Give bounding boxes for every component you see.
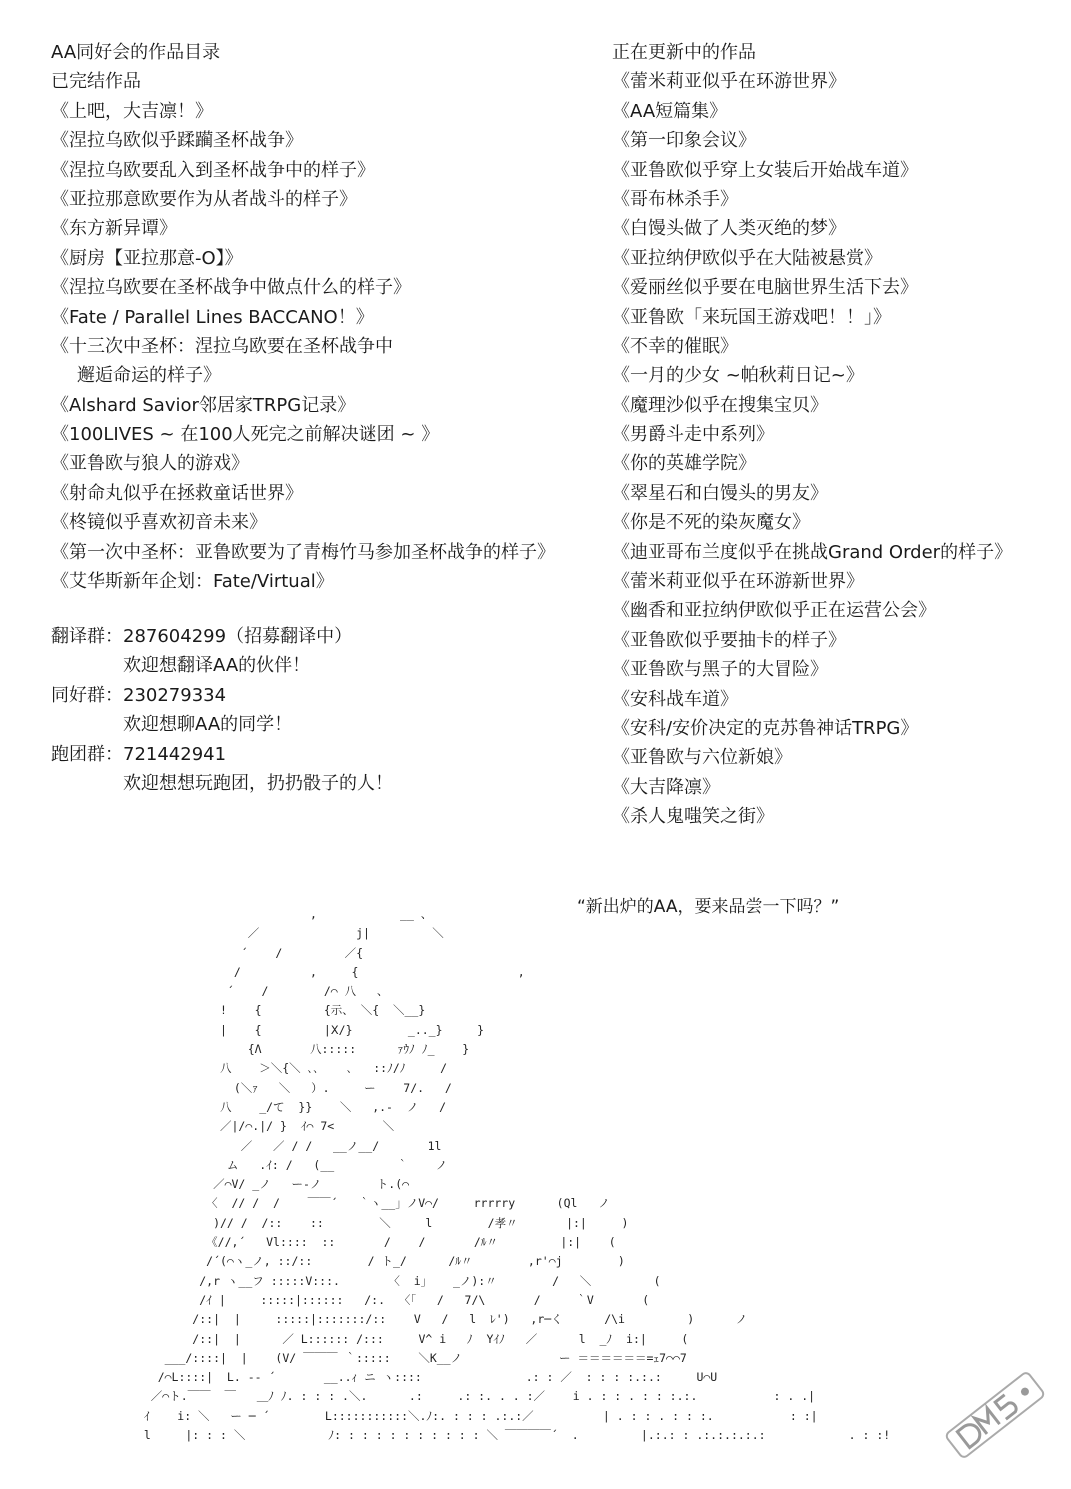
ongoing-work: 《亚拉纳伊欧似乎在大陆被悬赏》 [612, 247, 882, 269]
completed-work-continued: 邂逅命运的样子》 [77, 365, 221, 387]
completed-works-column [51, 38, 591, 596]
qq-groups [51, 622, 571, 798]
completed-work: 《上吧，大吉凛！》 [51, 100, 213, 122]
group-number: 287604299（招募翻译中） [123, 626, 353, 647]
ongoing-work: 《哥布林杀手》 [612, 188, 738, 210]
completed-work: 《第一次中圣杯：亚鲁欧要为了青梅竹马参加圣杯战争的样子》 [51, 541, 555, 563]
ongoing-work: 《第一印象会议》 [612, 130, 756, 152]
group-note: 欢迎想聊AA的同学！ [123, 714, 293, 736]
ongoing-work: 《杀人鬼嗤笑之街》 [612, 806, 774, 828]
group-note: 欢迎想想玩跑团，扔扔骰子的人！ [123, 772, 393, 794]
completed-work: 《Fate / Parallel Lines BACCANO！》 [51, 306, 374, 328]
ongoing-work: 《亚鲁欧与黑子的大冒险》 [612, 659, 828, 681]
translation-group [51, 622, 571, 651]
ongoing-heading: 正在更新中的作品 [612, 42, 756, 63]
completed-label: 已完结作品 [51, 71, 141, 93]
completed-work: 《艾华斯新年企划：Fate/Virtual》 [51, 571, 334, 593]
completed-work: 《涅拉乌欧似乎蹂躏圣杯战争》 [51, 130, 303, 152]
speech-quote: “新出炉的AA，要来品尝一下吗？” [577, 897, 840, 917]
ongoing-work: 《蕾米莉亚似乎在环游世界》 [612, 71, 846, 93]
catalog-heading: AA同好会的作品目录 [51, 42, 221, 63]
ongoing-work: 《你是不死的染灰魔女》 [612, 512, 810, 534]
group-number: 721442941 [123, 743, 227, 765]
completed-work: 《东方新异谭》 [51, 218, 177, 240]
ongoing-work: 《你的英雄学院》 [612, 453, 756, 475]
completed-work: 《射命丸似乎在拯救童话世界》 [51, 482, 303, 504]
completed-work: 《厨房【亚拉那意-O】》 [51, 247, 243, 269]
completed-work: 《100LIVES ~ 在100人死完之前解决谜团 ~ 》 [51, 424, 440, 446]
ongoing-work: 《安科/安价决定的克苏鲁神话TRPG》 [612, 717, 919, 739]
completed-work: 《十三次中圣杯：涅拉乌欧要在圣杯战争中 [51, 335, 393, 357]
ongoing-work: 《AA短篇集》 [612, 100, 728, 122]
completed-work: 《涅拉乌欧要乱入到圣杯战争中的样子》 [51, 159, 375, 181]
ongoing-work: 《亚鲁欧似乎穿上女装后开始战车道》 [612, 159, 918, 181]
ongoing-work: 《爱丽丝似乎要在电脑世界生活下去》 [612, 277, 918, 299]
ongoing-work: 《迪亚哥布兰度似乎在挑战Grand Order的样子》 [612, 541, 1013, 563]
completed-work: 《柊镜似乎喜欢初音未来》 [51, 512, 267, 534]
ongoing-work: 《魔理沙似乎在搜集宝贝》 [612, 394, 828, 416]
ongoing-work: 《安科战车道》 [612, 688, 738, 710]
group-label: 同好群： [51, 684, 123, 706]
fan-group [51, 681, 571, 710]
ongoing-work: 《一月的少女 ~帕秋莉日记~》 [612, 365, 864, 387]
group-label: 翻译群： [51, 626, 123, 647]
ongoing-work: 《翠星石和白馒头的男友》 [612, 482, 828, 504]
ongoing-work: 《大吉降凛》 [612, 776, 720, 798]
site-watermark-logo [925, 1355, 1065, 1470]
ongoing-work: 《亚鲁欧与六位新娘》 [612, 747, 792, 769]
ongoing-works-column [612, 38, 1052, 832]
completed-work: 《Alshard Savior邻居家TRPG记录》 [51, 394, 356, 416]
trpg-group [51, 740, 571, 769]
ongoing-work: 《男爵斗走中系列》 [612, 424, 774, 446]
ongoing-work: 《幽香和亚拉纳伊欧似乎正在运营公会》 [612, 600, 936, 622]
ongoing-work: 《不幸的催眠》 [612, 335, 738, 357]
completed-work: 《涅拉乌欧要在圣杯战争中做点什么的样子》 [51, 277, 411, 299]
ongoing-work: 《亚鲁欧「来玩国王游戏吧！！」》 [612, 306, 891, 328]
group-number: 230279334 [123, 684, 227, 706]
ascii-art-text: , __ 、 ／ j| ＼ ´ / ／{ / , { , ´ / /⌒ 八 、 ! { {示、 ＼{ ＼__} | { |Ⅹ/} _.._} } {Λ 八::::: ｧｳﾉ ﾉ_ } 八 ＞＼{＼ ､､ ､ ::ﾉ/ﾉ / (＼ｧ ＼ ）. ー 7/. / 八 _/て }} ＼ ,.- ノ / ／|/⌒.|/ } ｲ⌒ 7< ＼ ／ ／ / / __ノ__/ 1l ム .ｲ: / (__ ｀ ノ ／⌒V/ _ノ ー-ノ ト.(⌒ 〈 // / / ￣￣´ ｀ヽ__」ノV⌒/ rrrrry (Ql ノ )// / /:: :: ＼ l /孝〃 |:| ) 《//,´ Vl:::: :: / / /ﾙ〃 |:| ( /´(⌒ヽ_ノ, ::/:: / ト_/ /ﾙ〃 ,r'⌒j ) /,r ヽ__フ :::::V:::. 〈 i」 _ノ):〃 / ＼ ( /ｲ | :::::|:::::: /:. 〈「 / 7/\ / ｀V ( /::| | :::::|:::::::/:: V / l ﾚ') ,r─く /\i ) ノ /::| | ／ L:::::: /::: V^ i ﾉ Yｲﾉ ／ l _ﾉ i:| ( ___/::::| | (V/ ￣￣￣ ｀::::: ＼K__ノ ー ＝＝＝＝＝＝=ｪ7⌒⌒7 /⌒L::::| L. -‐ ´ __..ｨ ニ ヽ:::: .: : ／ : : : :.:.: U⌒U ／⌒ト.￣￣ ￣ ＿ﾉ ﾉ. : : : .＼. .: .: :. . . :／ i . : : . : : :.:. : . .| ｲ i: ＼ ー ─ ´ L:::::::::::＼.ﾉ:. : : : .:.:／ | . : : . : : :. : :| l |: : : ＼ ﾉ: : : : : : : : : : : ＼ ￣￣￣￣´ . |.:.: : .:.:.:.:.: . : :! [143, 907, 891, 1443]
group-label: 跑团群： [51, 743, 123, 765]
ongoing-work: 《白馒头做了人类灭绝的梦》 [612, 218, 846, 240]
ongoing-work: 《亚鲁欧似乎要抽卡的样子》 [612, 629, 846, 651]
completed-work: 《亚鲁欧与狼人的游戏》 [51, 453, 249, 475]
group-note: 欢迎想翻译AA的伙伴！ [123, 655, 311, 677]
completed-work: 《亚拉那意欧要作为从者战斗的样子》 [51, 188, 357, 210]
ongoing-work: 《蕾米莉亚似乎在环游新世界》 [612, 571, 864, 593]
